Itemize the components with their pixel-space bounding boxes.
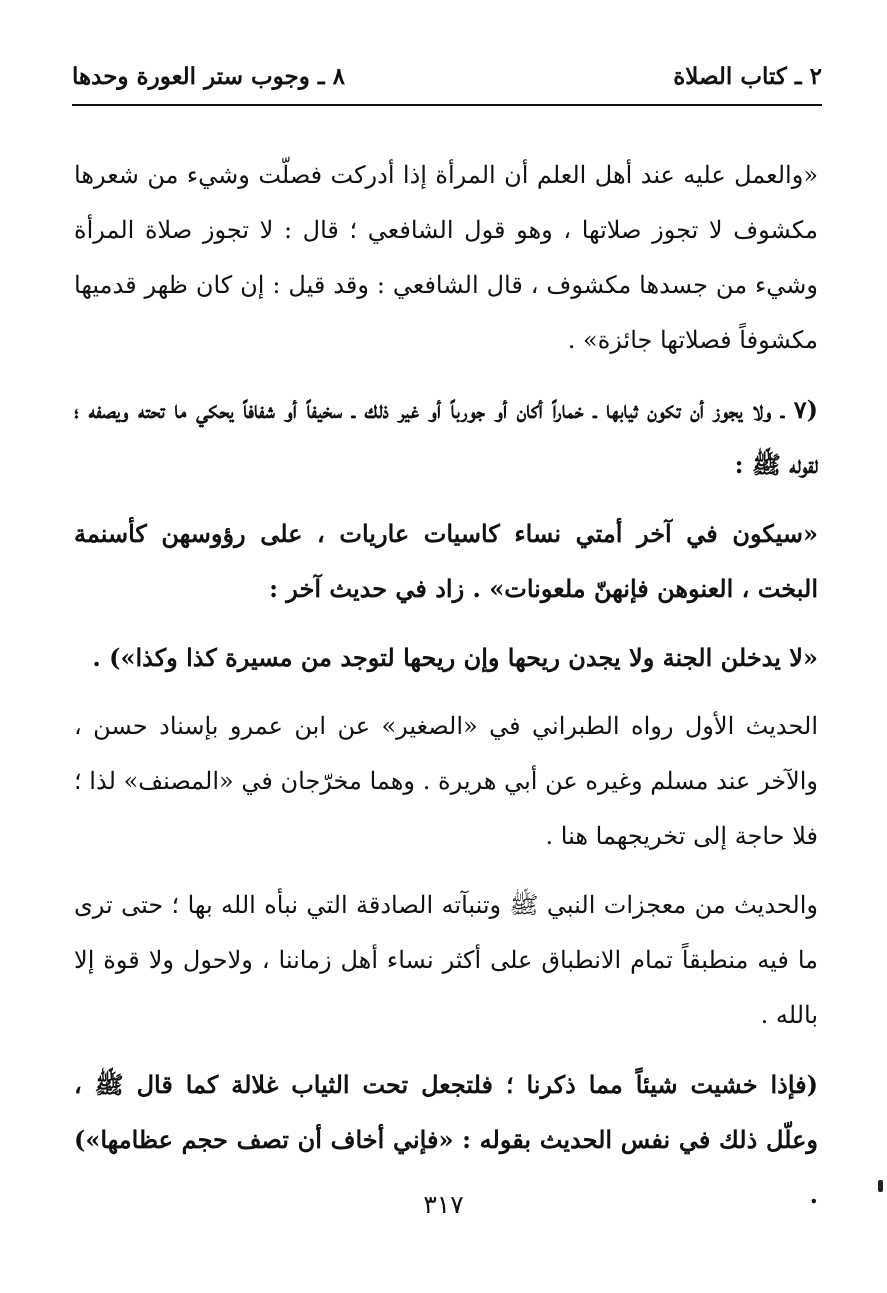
paragraph-commentary: والحديث من معجزات النبي ﷺ وتنبآته الصادقة التي نبأه الله بها ؛ حتى ترى ما فيه منطبقاً تمام الانطباق على أكثر نساء أهل زماننا ، ولاحول ولا قوة إلا بالله . (74, 891, 818, 1029)
paragraph-hadith-one: «سيكون في آخر أمتي نساء كاسيات عاريات ، على رؤوسهن كأسنمة البخت ، العنوهن فإنهنّ ملعونات» . زاد في حديث آخر : (74, 519, 818, 603)
paragraph-takhrij: الحديث الأول رواه الطبراني في «الصغير» عن ابن عمرو بإسناد حسن ، والآخر عند مسلم وغيره عن أبي هريرة . وهما مخرّجان في «المصنف» لذا ؛ فلا حاجة إلى تخريجهما هنا . (74, 712, 818, 850)
scan-edge-mark (878, 1180, 883, 1192)
header-rule (72, 104, 822, 106)
paragraph-hadith-two: «لا يدخلن الجنة ولا يجدن ريحها وإن ريحها لتوجد من مسيرة كذا وكذا») . (92, 643, 818, 672)
page-number: ٣١٧ (423, 1190, 464, 1219)
page-body (74, 148, 818, 1236)
section-title: ٨ ـ وجوب ستر العورة وحدها (72, 62, 345, 90)
chapter-title: ٢ ـ كتاب الصلاة (673, 62, 822, 90)
paragraph-quote-tirmidhi: «والعمل عليه عند أهل العلم أن المرأة إذا أدركت فصلّت وشيء من شعرها مكشوف لا تجوز صلاتها ، وهو قول الشافعي ؛ قال : لا تجوز صلاة المرأة وشيء من جسدها مكشوف ، قال الشافعي : وقد قيل : إن كان ظهر قدميها مكشوفاً فصلاتها جائزة» . (74, 161, 818, 354)
paragraph-ghilala: (فإذا خشيت شيئاً مما ذكرنا ؛ فلتجعل تحت الثياب غلالة كما قال ﷺ ، وعلّل ذلك في نفس الحديث بقوله : «فإني أخاف أن تصف حجم عظامها») . (74, 1070, 818, 1209)
paragraph-rule-seven: (٧ ـ ولا يجوز أن تكون ثيابها ـ خماراً أكان أو جورباً أو غير ذلك ـ سخيفاً أو شفافاً يحكي ما تحته ويصفه ؛ لقوله ﷺ : (74, 395, 818, 479)
running-header (72, 55, 822, 97)
